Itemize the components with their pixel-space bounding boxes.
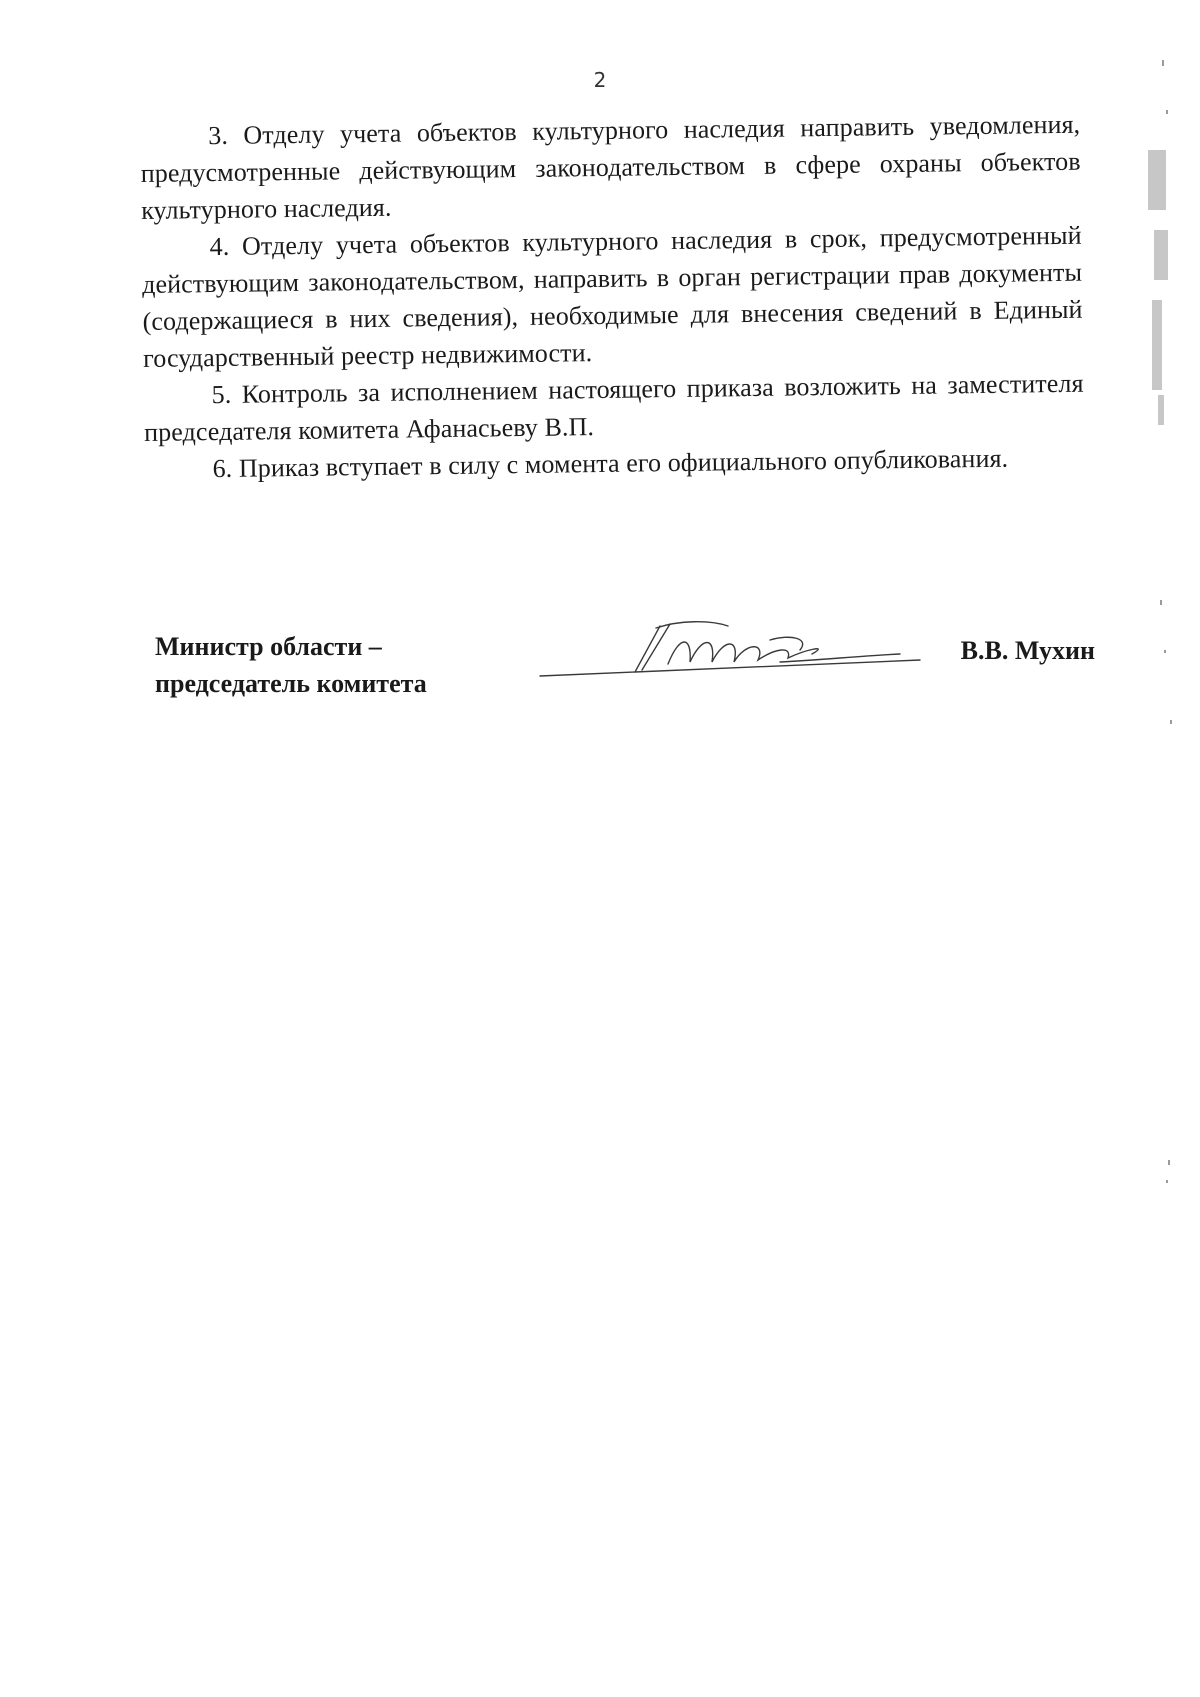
paragraph-item-4: 4. Отделу учета объектов культурного наследия в срок, предусмотренный действующим законодательством, направить в орган регистрации прав документы (содержащиеся в них сведения), необходимые для внесения сведений в Единый государственный реестр недвижимости. [141,220,1083,373]
signatory-name: В.В. Мухин [960,636,1095,665]
page-number: 2 [593,68,607,92]
paragraph-item-6: 6. Приказ вступает в силу с момента его официального опубликования. [212,443,1009,484]
signatory-title [155,628,427,702]
signature-block [155,628,1095,728]
paragraph-item-5: 5. Контроль за исполнением настоящего приказа возложить на заместителя председателя комитета Афанасьеву В.П. [143,368,1084,447]
signatory-title-line-1: Министр области – [155,632,382,661]
paragraph-item-3: 3. Отделу учета объектов культурного наследия направить уведомления, предусмотренные действующим законодательством в сфере охраны объектов культурного наследия. [140,109,1081,225]
signatory-title-line-2: председатель комитета [155,669,427,698]
scan-edge-noise [1140,0,1200,1697]
document-body [140,106,1085,488]
handwritten-signature [530,614,930,694]
